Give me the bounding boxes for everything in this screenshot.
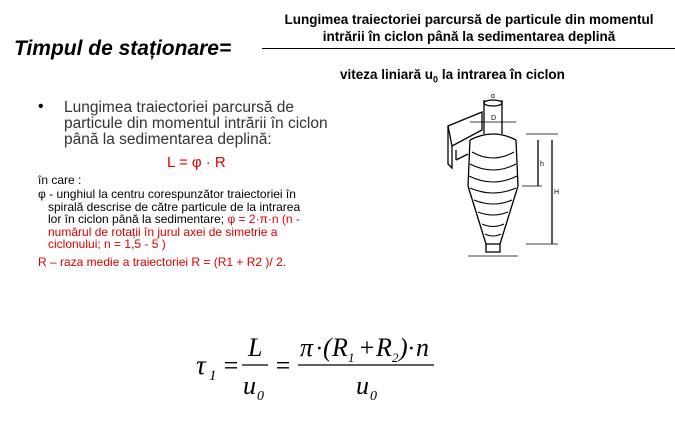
eq-close-paren: ) (399, 333, 408, 362)
fraction-denominator (340, 67, 565, 85)
phi-line-3 (38, 213, 320, 226)
eq-r1: R (332, 333, 348, 362)
svg-text:D: D (491, 115, 497, 122)
eq-numerator-1: L (248, 333, 263, 362)
phi-line-4: numărul de rotații în jurul axei de simetrie a (48, 224, 278, 239)
fraction-numerator (262, 11, 675, 45)
phi-line-5 (38, 238, 320, 251)
eq-dot-1: · (316, 336, 322, 362)
svg-text:H: H (554, 189, 560, 196)
phi-line-3-text: lor în ciclon până la sedimentare; (48, 212, 228, 226)
eq-equals-2: = (274, 351, 292, 380)
eq-denominator-2: u (356, 371, 369, 400)
residence-time-equation (196, 330, 456, 406)
eq-pi: π (300, 333, 314, 362)
phi-line-5-text: ciclonului; (48, 237, 105, 251)
eq-lhs-subscript: 1 (209, 368, 217, 384)
denominator-subscript: 0 (433, 74, 439, 85)
denominator-suffix: la intrarea în ciclon (438, 67, 565, 82)
radius-formula: R = (R1 + R2 )/ 2. (191, 255, 287, 269)
radius-definition (38, 256, 286, 269)
rotation-count-range: n = 1,5 - 5 ) (104, 237, 166, 251)
numerator-line-2: intrării în ciclon până la sedimentarea deplină (322, 29, 616, 44)
bullet-symbol: • (38, 98, 44, 115)
fraction-bar (262, 48, 675, 49)
eq-denominator-1: u (243, 371, 256, 400)
svg-text:h: h (540, 161, 544, 168)
eq-n: n (416, 333, 429, 362)
eq-open-paren: ( (323, 333, 332, 362)
radius-definition-text: R – raza medie a traiectoriei (38, 255, 192, 269)
eq-dot-2: · (408, 336, 414, 362)
phi-line-1: φ - unghiul la centru corespunzător traiectoriei în (38, 187, 296, 201)
bullet-text: Lungimea traiectoriei parcursă de particule din momentul intrării în ciclon până la sedimentarea deplină: (64, 99, 328, 148)
definitions-intro: în care : (38, 173, 82, 187)
numerator-line-1: Lungimea traiectoriei parcursă de particule din momentul (284, 12, 654, 27)
eq-plus: + (358, 333, 376, 362)
page-title: Timpul de staționare= (14, 37, 232, 60)
path-length-formula: L = φ · R (167, 154, 226, 171)
eq-equals-1: = (222, 351, 240, 380)
eq-r2-subscript: 2 (392, 350, 399, 365)
denominator-prefix: viteza liniară u (340, 67, 434, 82)
phi-formula: φ = 2·π·n (n - (227, 212, 300, 226)
svg-text:d: d (491, 94, 495, 100)
eq-denominator-1-subscript: 0 (257, 389, 264, 404)
eq-lhs: τ (196, 350, 206, 380)
eq-denominator-2-subscript: 0 (370, 389, 377, 404)
cyclone-diagram (418, 94, 568, 264)
phi-definition (38, 188, 320, 251)
eq-r1-subscript: 1 (348, 350, 355, 365)
phi-line-2: spirală descrise de către particule de la intrarea (48, 199, 301, 214)
eq-r2: R (376, 333, 392, 362)
